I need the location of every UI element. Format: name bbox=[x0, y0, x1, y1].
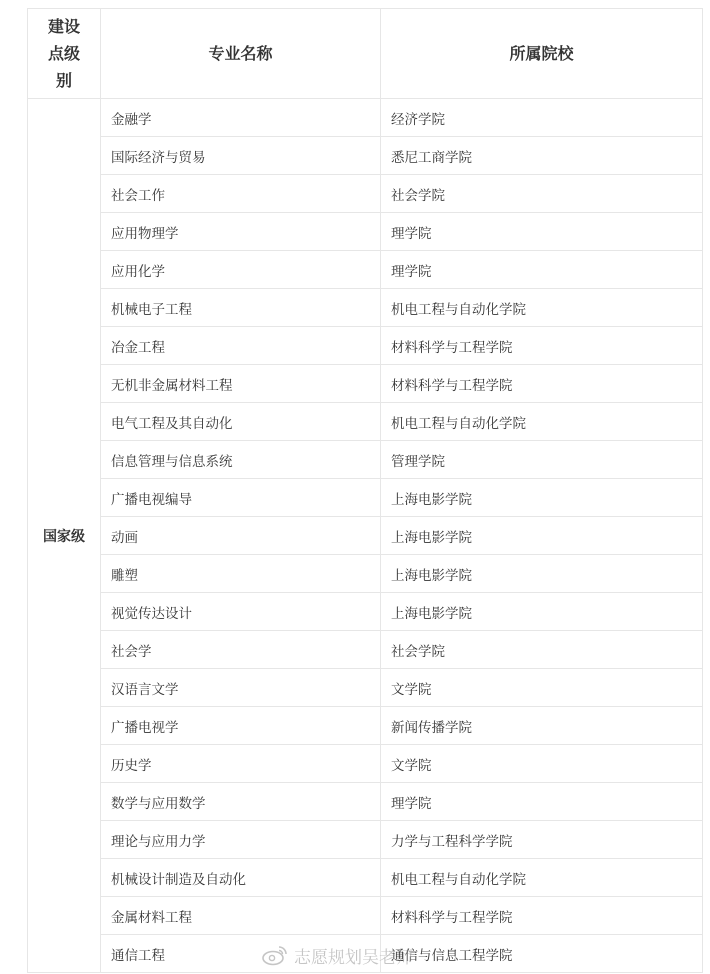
table-row bbox=[28, 745, 703, 783]
school-cell: 机电工程与自动化学院 bbox=[381, 859, 703, 897]
majors-table bbox=[27, 8, 703, 973]
major-cell: 无机非金属材料工程 bbox=[101, 365, 381, 403]
major-cell: 通信工程 bbox=[101, 935, 381, 973]
school-cell: 力学与工程科学学院 bbox=[381, 821, 703, 859]
table-row bbox=[28, 707, 703, 745]
school-cell: 机电工程与自动化学院 bbox=[381, 289, 703, 327]
school-cell: 通信与信息工程学院 bbox=[381, 935, 703, 973]
major-cell: 冶金工程 bbox=[101, 327, 381, 365]
table-header-row bbox=[28, 9, 703, 99]
table-row bbox=[28, 859, 703, 897]
table-row bbox=[28, 593, 703, 631]
table-row bbox=[28, 441, 703, 479]
table-row bbox=[28, 327, 703, 365]
major-cell: 理论与应用力学 bbox=[101, 821, 381, 859]
school-cell: 新闻传播学院 bbox=[381, 707, 703, 745]
table-row bbox=[28, 365, 703, 403]
table-row bbox=[28, 935, 703, 973]
table-row bbox=[28, 783, 703, 821]
table-row bbox=[28, 821, 703, 859]
major-cell: 数学与应用数学 bbox=[101, 783, 381, 821]
major-cell: 雕塑 bbox=[101, 555, 381, 593]
table-row bbox=[28, 897, 703, 935]
school-cell: 理学院 bbox=[381, 783, 703, 821]
major-cell: 信息管理与信息系统 bbox=[101, 441, 381, 479]
major-cell: 金属材料工程 bbox=[101, 897, 381, 935]
school-cell: 经济学院 bbox=[381, 99, 703, 137]
school-cell: 上海电影学院 bbox=[381, 593, 703, 631]
table-row bbox=[28, 479, 703, 517]
table-row bbox=[28, 289, 703, 327]
major-cell: 动画 bbox=[101, 517, 381, 555]
major-cell: 应用化学 bbox=[101, 251, 381, 289]
table-row bbox=[28, 251, 703, 289]
table-row bbox=[28, 137, 703, 175]
school-cell: 理学院 bbox=[381, 213, 703, 251]
major-cell: 社会学 bbox=[101, 631, 381, 669]
major-cell: 社会工作 bbox=[101, 175, 381, 213]
major-cell: 机械电子工程 bbox=[101, 289, 381, 327]
school-cell: 材料科学与工程学院 bbox=[381, 897, 703, 935]
major-cell: 历史学 bbox=[101, 745, 381, 783]
table-row bbox=[28, 175, 703, 213]
school-cell: 机电工程与自动化学院 bbox=[381, 403, 703, 441]
major-cell: 汉语言文学 bbox=[101, 669, 381, 707]
major-cell: 电气工程及其自动化 bbox=[101, 403, 381, 441]
major-cell: 广播电视学 bbox=[101, 707, 381, 745]
school-cell: 上海电影学院 bbox=[381, 555, 703, 593]
header-major: 专业名称 bbox=[101, 9, 381, 99]
school-cell: 悉尼工商学院 bbox=[381, 137, 703, 175]
table-body bbox=[28, 99, 703, 973]
major-cell: 国际经济与贸易 bbox=[101, 137, 381, 175]
table-row bbox=[28, 99, 703, 137]
table-row bbox=[28, 403, 703, 441]
major-cell: 金融学 bbox=[101, 99, 381, 137]
table-row bbox=[28, 555, 703, 593]
major-cell: 应用物理学 bbox=[101, 213, 381, 251]
table-row bbox=[28, 669, 703, 707]
school-cell: 文学院 bbox=[381, 669, 703, 707]
level-cell: 国家级 bbox=[28, 99, 101, 973]
table-row bbox=[28, 631, 703, 669]
major-cell: 视觉传达设计 bbox=[101, 593, 381, 631]
school-cell: 材料科学与工程学院 bbox=[381, 327, 703, 365]
table-row bbox=[28, 517, 703, 555]
major-cell: 广播电视编导 bbox=[101, 479, 381, 517]
school-cell: 材料科学与工程学院 bbox=[381, 365, 703, 403]
school-cell: 社会学院 bbox=[381, 175, 703, 213]
header-level: 建设点级别 bbox=[28, 9, 101, 99]
header-school: 所属院校 bbox=[381, 9, 703, 99]
watermark-text: 志愿规划吴老师 bbox=[294, 947, 413, 968]
school-cell: 上海电影学院 bbox=[381, 479, 703, 517]
table-row bbox=[28, 213, 703, 251]
school-cell: 理学院 bbox=[381, 251, 703, 289]
school-cell: 社会学院 bbox=[381, 631, 703, 669]
school-cell: 上海电影学院 bbox=[381, 517, 703, 555]
school-cell: 管理学院 bbox=[381, 441, 703, 479]
school-cell: 文学院 bbox=[381, 745, 703, 783]
major-cell: 机械设计制造及自动化 bbox=[101, 859, 381, 897]
